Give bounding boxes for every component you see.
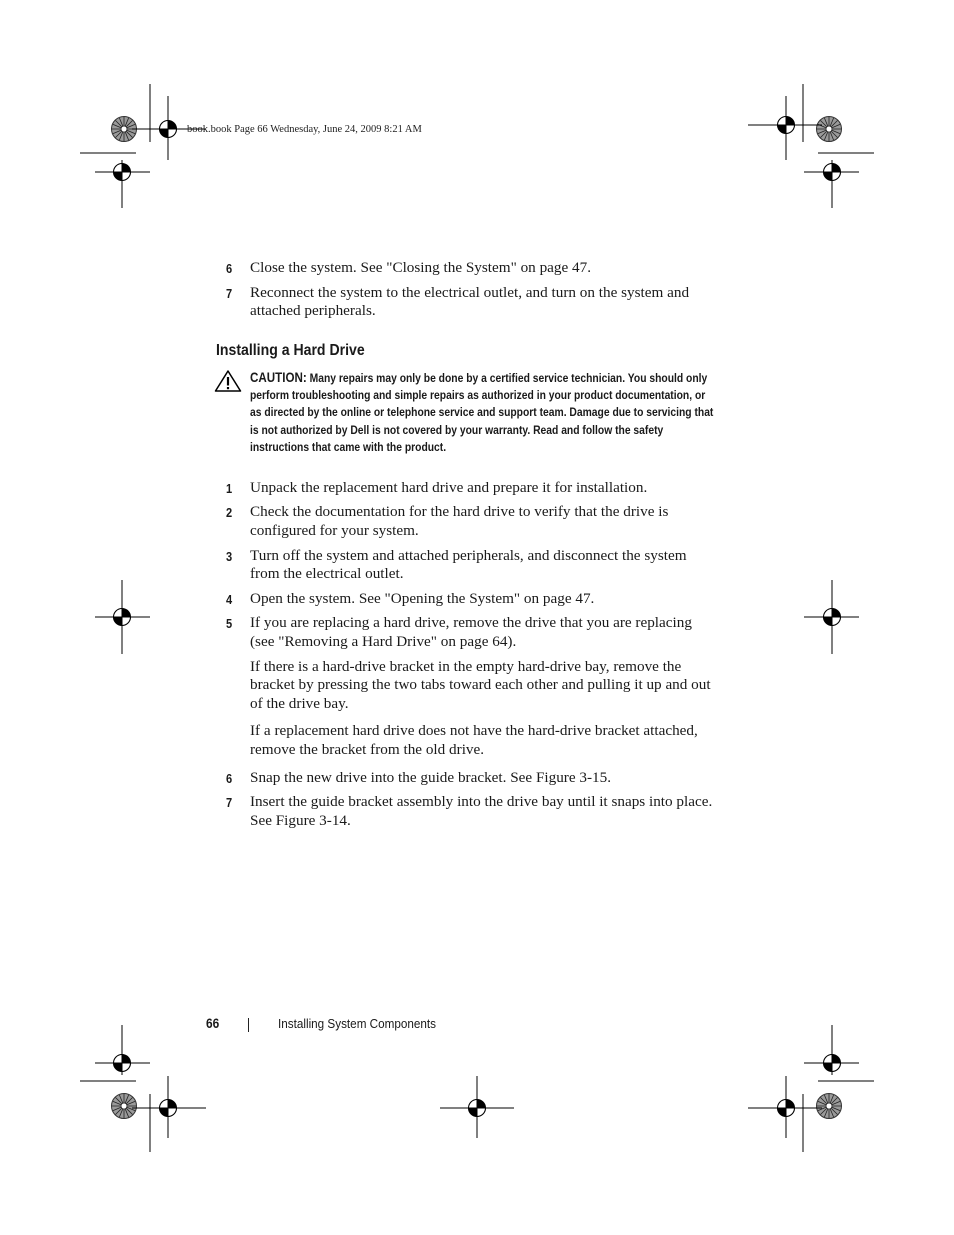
list-item bbox=[216, 614, 716, 651]
step-number: 7 bbox=[226, 795, 233, 811]
step-number: 6 bbox=[226, 261, 233, 276]
registration-mark-icon bbox=[160, 121, 177, 138]
list-item bbox=[216, 503, 716, 540]
star-target-icon bbox=[112, 1094, 137, 1119]
step-number: 3 bbox=[226, 548, 233, 564]
star-target-icon bbox=[817, 1094, 842, 1119]
registration-mark-icon bbox=[824, 609, 841, 626]
step-paragraph: If there is a hard-drive bracket in the empty hard-drive bay, remove the bracket by pressing the two tabs toward each other and pulling it up and out of the drive bay. bbox=[250, 657, 711, 712]
step-text: Check the documentation for the hard drive to verify that the drive is configured for your system. bbox=[250, 503, 669, 539]
registration-mark-icon bbox=[824, 1055, 841, 1072]
star-target-icon bbox=[817, 117, 842, 142]
registration-mark-icon bbox=[469, 1100, 486, 1117]
step-number: 1 bbox=[226, 480, 233, 496]
registration-mark-icon bbox=[114, 164, 131, 181]
section-title: Installing a Hard Drive bbox=[216, 341, 365, 359]
step-text: Reconnect the system to the electrical outlet, and turn on the system and attached peripherals. bbox=[250, 283, 690, 320]
page-number: 66 bbox=[206, 1015, 220, 1031]
step-text: Snap the new drive into the guide bracket. See Figure 3-15. bbox=[250, 768, 612, 786]
list-item bbox=[216, 769, 716, 788]
step-number: 6 bbox=[226, 770, 233, 786]
list-item bbox=[216, 284, 716, 321]
registration-mark-icon bbox=[778, 117, 795, 134]
list-item bbox=[216, 259, 716, 278]
registration-mark-icon bbox=[778, 1100, 795, 1117]
caution-text: Many repairs may only be done by a certified service technician. You should only perform troubleshooting and simple repairs as authorized in your product documentation, or as directed by the online or telephone service and support team. Damage due to servicing that is not authorized by Dell is not covered by your warranty. Read and follow the safety instructions that came with the product. bbox=[250, 370, 714, 454]
page-content bbox=[216, 259, 716, 830]
step-text: Unpack the replacement hard drive and prepare it for installation. bbox=[250, 478, 648, 496]
footer-chapter-title: Installing System Components bbox=[278, 1016, 437, 1031]
footer-divider bbox=[248, 1018, 249, 1032]
step-text: Close the system. See "Closing the System" on page 47. bbox=[250, 259, 592, 276]
warning-triangle-icon bbox=[214, 369, 242, 393]
print-slug: book.book Page 66 Wednesday, June 24, 2009 8:21 AM bbox=[187, 124, 422, 135]
step-number: 7 bbox=[226, 285, 233, 301]
caution-label: CAUTION: bbox=[250, 369, 307, 385]
caution-notice bbox=[216, 369, 716, 473]
list-item bbox=[216, 590, 716, 609]
step-number: 5 bbox=[226, 616, 233, 632]
step-number: 2 bbox=[226, 505, 233, 521]
step-paragraph: If a replacement hard drive does not have the hard-drive bracket attached, remove the bracket from the old drive. bbox=[250, 722, 698, 758]
registration-mark-icon bbox=[114, 1055, 131, 1072]
step-text: Insert the guide bracket assembly into the drive bay until it snaps into place. See Figure 3-14. bbox=[250, 793, 713, 829]
step-text: Open the system. See "Opening the System" on page 47. bbox=[250, 589, 595, 607]
list-item bbox=[216, 793, 716, 830]
registration-mark-icon bbox=[160, 1100, 177, 1117]
step-number: 4 bbox=[226, 591, 233, 607]
registration-mark-icon bbox=[824, 164, 841, 181]
list-item bbox=[216, 547, 716, 584]
registration-mark-icon bbox=[114, 609, 131, 626]
list-item bbox=[216, 479, 716, 498]
step-text: If you are replacing a hard drive, remove the drive that you are replacing (see "Removing a Hard Drive" on page 64). bbox=[250, 614, 692, 650]
step-text: Turn off the system and attached peripherals, and disconnect the system from the electrical outlet. bbox=[250, 546, 687, 583]
